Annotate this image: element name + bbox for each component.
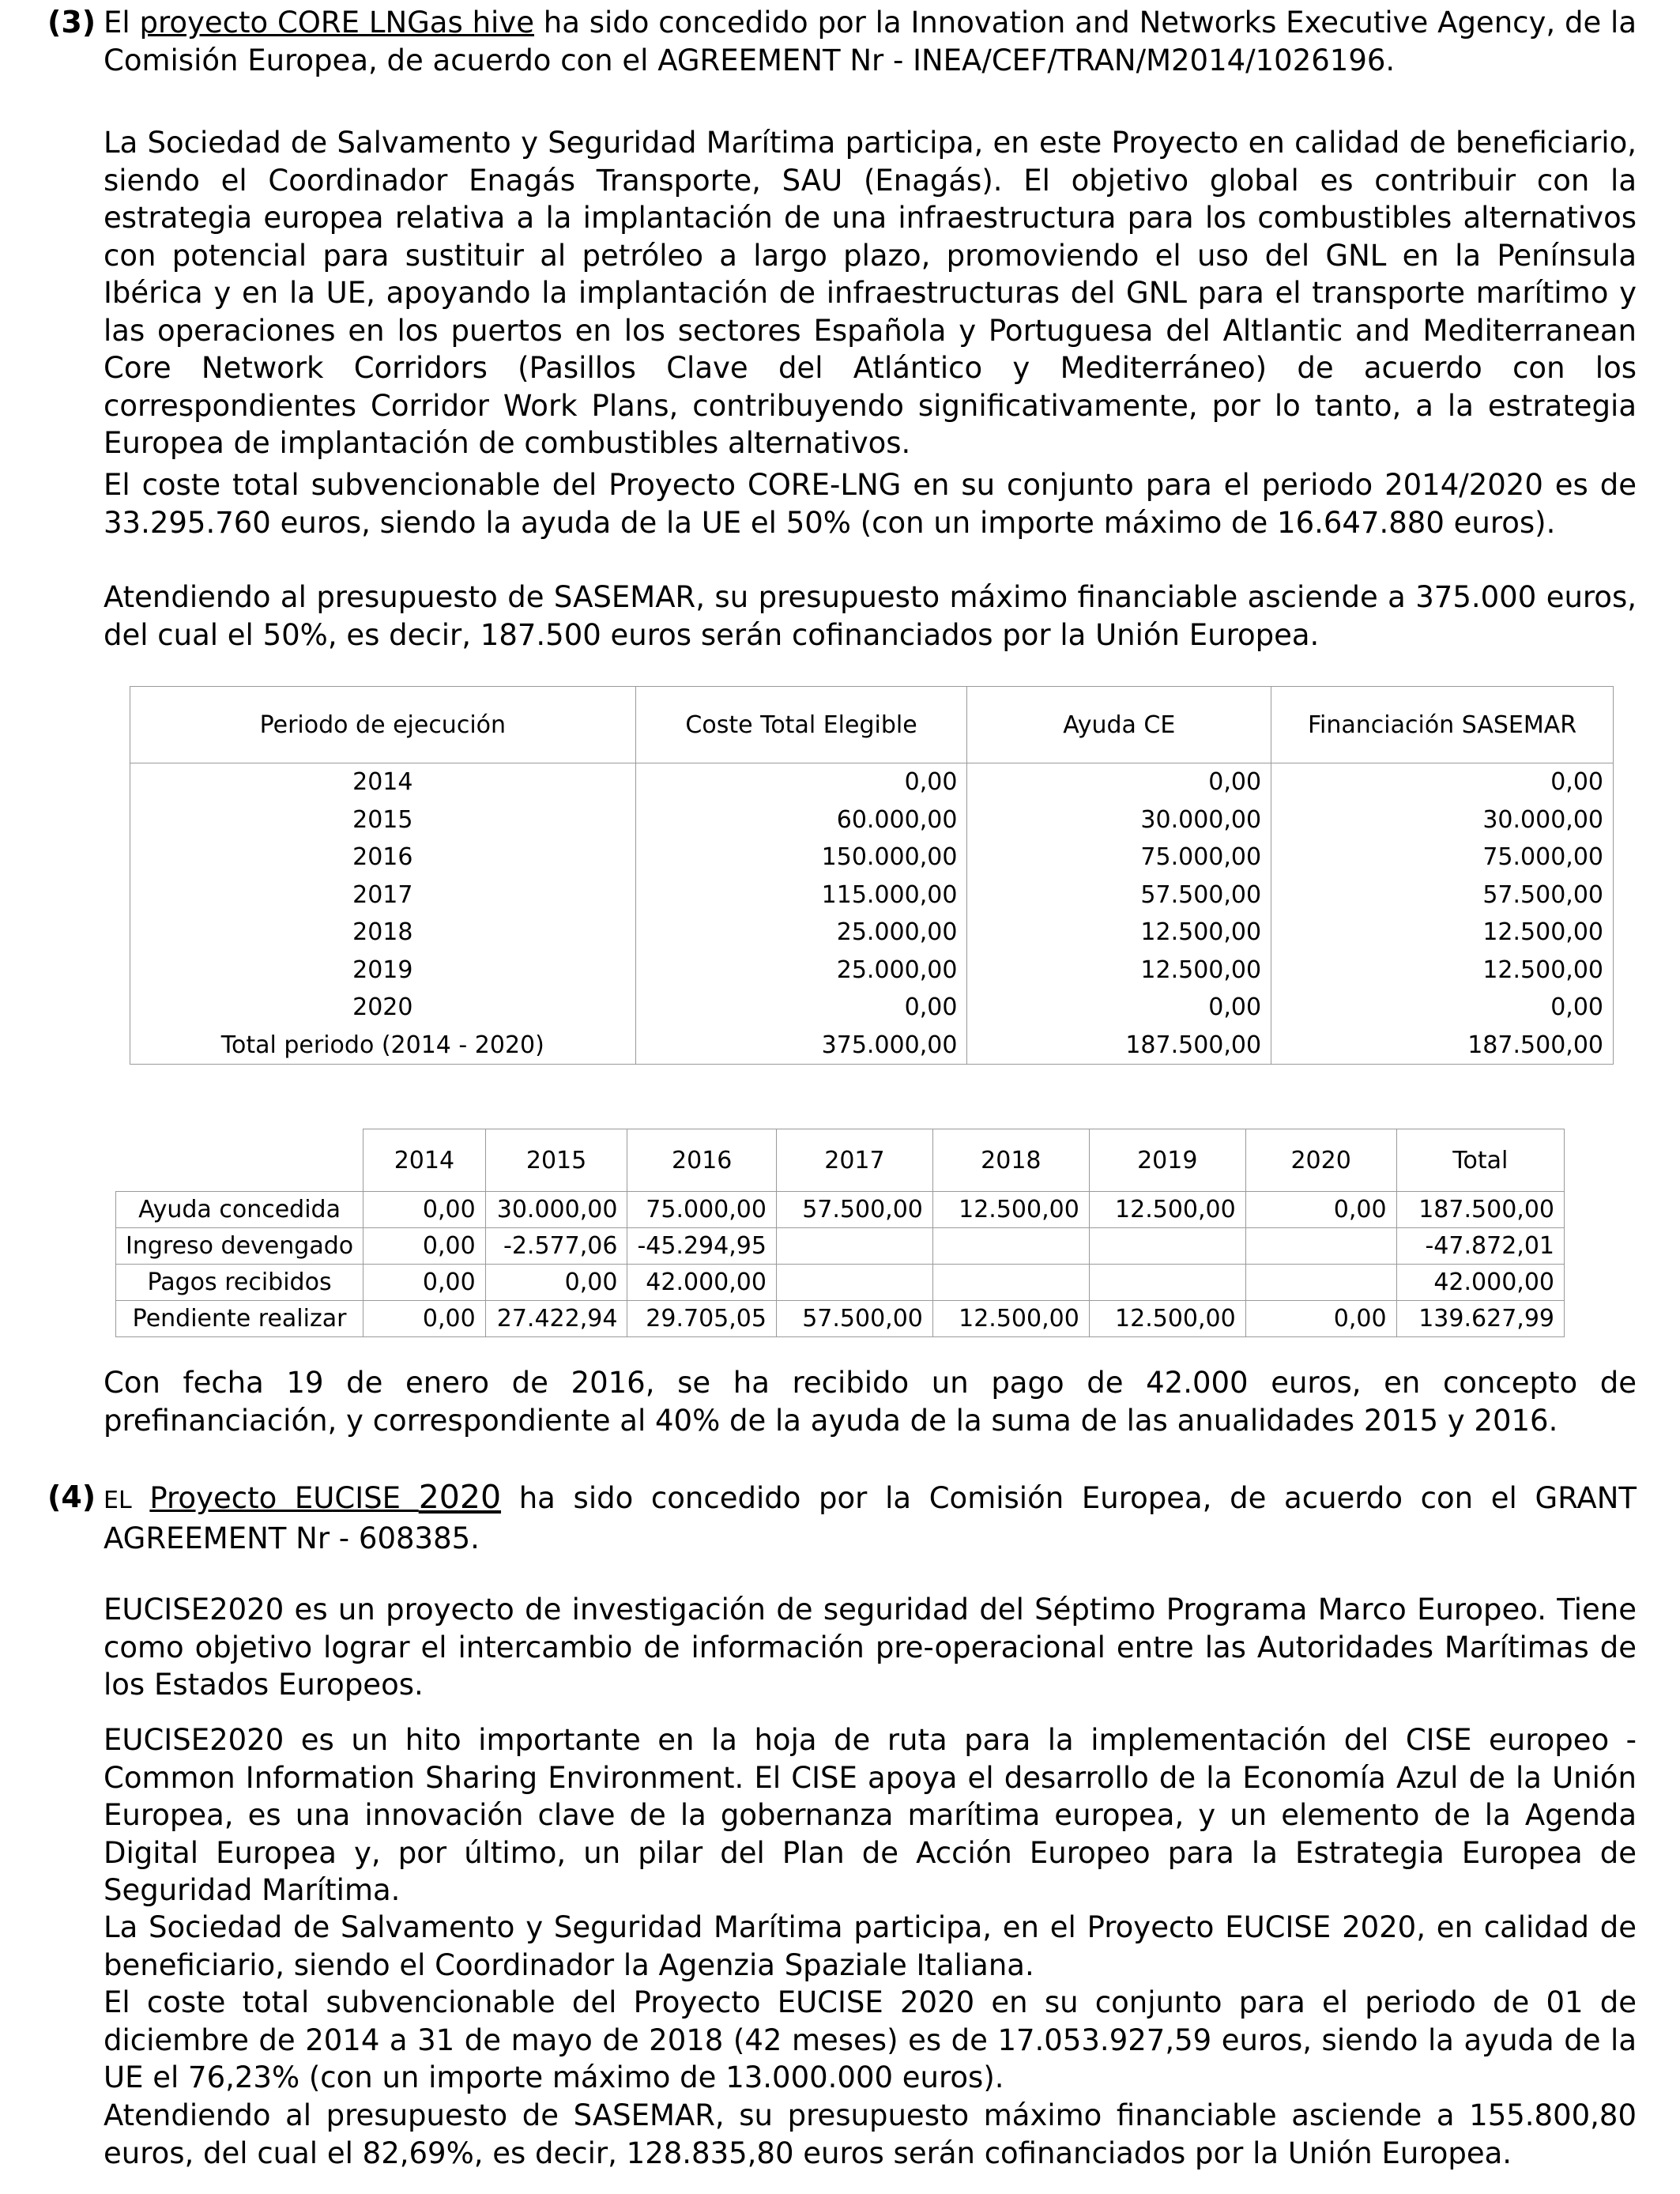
project-core-lngas-hive-link: proyecto CORE LNGas hive [139, 6, 534, 40]
table-cell [1089, 1265, 1245, 1301]
table-cell: 0,00 [363, 1265, 486, 1301]
eligible-cost-cell: 60.000,00 [635, 801, 967, 839]
sasemar-financing-cell: 30.000,00 [1271, 801, 1614, 839]
table-cell [1245, 1265, 1396, 1301]
empty-corner-cell [116, 1129, 363, 1192]
section-4-intro [104, 1479, 1637, 1557]
table-cell: 12.500,00 [1089, 1301, 1245, 1337]
table-cell: 12.500,00 [932, 1301, 1089, 1337]
column-header: Coste Total Elegible [635, 687, 967, 763]
year-header: 2014 [363, 1129, 486, 1192]
period-cell: 2017 [130, 876, 636, 914]
column-header: Financiación SASEMAR [1271, 687, 1614, 763]
table-cell: 75.000,00 [627, 1192, 777, 1228]
ec-aid-cell: 30.000,00 [967, 801, 1271, 839]
section-3-intro-post: ha sido concedido por la Innovation and Networks Executive Agency, de la Comisión Europea, de acuerdo con el AGREEMENT Nr - INEA/CEF/TRAN/M2014/1026196. [104, 6, 1637, 77]
table-row [130, 952, 1614, 990]
table-cell: 0,00 [363, 1301, 486, 1337]
table-cell: 42.000,00 [1396, 1265, 1564, 1301]
eligible-cost-cell: 150.000,00 [635, 839, 967, 876]
sasemar-financing-cell: 0,00 [1271, 989, 1614, 1027]
table-row [130, 839, 1614, 876]
table-cell: 57.500,00 [776, 1192, 932, 1228]
table-cell: 12.500,00 [1089, 1192, 1245, 1228]
sasemar-financing-cell: 12.500,00 [1271, 914, 1614, 952]
eligible-cost-cell: 0,00 [635, 763, 967, 801]
sasemar-financing-cell: 57.500,00 [1271, 876, 1614, 914]
row-label: Ayuda concedida [116, 1192, 363, 1228]
period-cell: 2018 [130, 914, 636, 952]
sasemar-financing-cell: 187.500,00 [1271, 1027, 1614, 1065]
table-cell: 12.500,00 [932, 1192, 1089, 1228]
table-row [116, 1301, 1565, 1337]
table-cell: 30.000,00 [485, 1192, 627, 1228]
eligible-cost-cell: 115.000,00 [635, 876, 967, 914]
table-header-row [130, 687, 1614, 763]
ec-aid-cell: 0,00 [967, 989, 1271, 1027]
table-row [116, 1265, 1565, 1301]
period-cell: 2016 [130, 839, 636, 876]
table-row [130, 876, 1614, 914]
table-cell: 187.500,00 [1396, 1192, 1564, 1228]
section-4-paragraph-4: El coste total subvencionable del Proyecto EUCISE 2020 en su conjunto para el periodo de 01 de diciembre de 2014 a 31 de mayo de 2018 (42 meses) es de 17.053.927,59 euros, siendo la ayuda de la UE el 76,23% (con un importe máximo de 13.000.000 euros). [104, 1985, 1637, 2094]
ec-aid-cell: 12.500,00 [967, 952, 1271, 990]
table-cell: 0,00 [363, 1228, 486, 1265]
year-header: 2018 [932, 1129, 1089, 1192]
section-4-intro-post: ha sido concedido por la Comisión Europea, de acuerdo con el GRANT AGREEMENT Nr - 608385. [104, 1481, 1637, 1555]
project-eucise-year: 2020 [418, 1478, 502, 1516]
table-cell: -2.577,06 [485, 1228, 627, 1265]
row-label: Pendiente realizar [116, 1301, 363, 1337]
period-cell: Total periodo (2014 - 2020) [130, 1027, 636, 1065]
table-cell: 0,00 [363, 1192, 486, 1228]
section-3-intro [104, 4, 1637, 79]
execution-period-table [130, 686, 1614, 1065]
year-header: 2016 [627, 1129, 777, 1192]
table-cell: 27.422,94 [485, 1301, 627, 1337]
column-header: Periodo de ejecución [130, 687, 636, 763]
period-cell: 2019 [130, 952, 636, 990]
table-cell: 57.500,00 [776, 1301, 932, 1337]
sasemar-financing-cell: 0,00 [1271, 763, 1614, 801]
table-row [116, 1192, 1565, 1228]
table-cell: 29.705,05 [627, 1301, 777, 1337]
table-cell: -47.872,01 [1396, 1228, 1564, 1265]
table-header-row [116, 1129, 1565, 1192]
sasemar-financing-cell: 12.500,00 [1271, 952, 1614, 990]
table-row [130, 989, 1614, 1027]
project-eucise-link: Proyecto EUCISE [149, 1481, 419, 1515]
ec-aid-cell: 0,00 [967, 763, 1271, 801]
row-label: Pagos recibidos [116, 1265, 363, 1301]
section-4-paragraph-5: Atendiendo al presupuesto de SASEMAR, su presupuesto máximo financiable asciende a 155.800,80 euros, del cual el 82,69%, es decir, 128.835,80 euros serán cofinanciados por la Unión Europea. [104, 2098, 1637, 2170]
ec-aid-cell: 12.500,00 [967, 914, 1271, 952]
year-header: 2020 [1245, 1129, 1396, 1192]
eligible-cost-cell: 25.000,00 [635, 914, 967, 952]
table-cell: 0,00 [1245, 1301, 1396, 1337]
section-3-paragraph-1: La Sociedad de Salvamento y Seguridad Marítima participa, en este Proyecto en calidad de beneficiario, siendo el Coordinador Enagás Transporte, SAU (Enagás). El objetivo global es contribuir con la estrategia europea relativa a la implantación de una infraestructura para los combustibles alternativos con potencial para sustituir al petróleo a largo plazo, promoviendo el uso del GNL en la Península Ibérica y en la UE, apoyando la implantación de infraestructuras del GNL para el transporte marítimo y las operaciones en los puertos en los sectores Española y Portuguesa del Altlantic and Mediterranean Core Network Corridors (Pasillos Clave del Atlántico y Mediterráneo) de acuerdo con los correspondientes Corridor Work Plans, contribuyendo significativamente, por lo tanto, a la estrategia Europea de implantación de combustibles alternativos. [104, 126, 1637, 460]
section-3-paragraph-4: Con fecha 19 de enero de 2016, se ha recibido un pago de 42.000 euros, en concepto de prefinanciación, y correspondiente al 40% de la ayuda de la suma de las anualidades 2015 y 2016. [104, 1366, 1637, 1438]
table-cell: 0,00 [1245, 1192, 1396, 1228]
ec-aid-cell: 187.500,00 [967, 1027, 1271, 1065]
section-4-paragraph-3: La Sociedad de Salvamento y Seguridad Marítima participa, en el Proyecto EUCISE 2020, en calidad de beneficiario, siendo el Coordinador la Agenzia Spaziale Italiana. [104, 1910, 1637, 1982]
table-row [130, 914, 1614, 952]
annual-aid-table [115, 1129, 1565, 1337]
section-4-paragraph-1: EUCISE2020 es un proyecto de investigación de seguridad del Séptimo Programa Marco Europeo. Tiene como objetivo lograr el intercambio de información pre-operacional entre las Autoridades Marítimas de los Estados Europeos. [104, 1593, 1637, 1702]
year-header: 2015 [485, 1129, 627, 1192]
section-3-intro-pre: El [104, 6, 140, 40]
year-header: 2017 [776, 1129, 932, 1192]
table-cell [1089, 1228, 1245, 1265]
table-row [130, 763, 1614, 801]
section-4-paragraph-2: EUCISE2020 es un hito importante en la hoja de ruta para la implementación del CISE europeo - Common Information Sharing Environment. El CISE apoya el desarrollo de la Economía Azul de la Unión Europea, es una innovación clave de la gobernanza marítima europea, y un elemento de la Agenda Digital Europea y, por último, un pilar del Plan de Acción Europeo para la Estrategia Europea de Seguridad Marítima. [104, 1723, 1637, 1907]
year-header: 2019 [1089, 1129, 1245, 1192]
table-row [116, 1228, 1565, 1265]
section-4-intro-el: EL [104, 1487, 132, 1514]
table-total-row [130, 1027, 1614, 1065]
section-3-paragraph-2: El coste total subvencionable del Proyecto CORE-LNG en su conjunto para el periodo 2014/2020 es de 33.295.760 euros, siendo la ayuda de la UE el 50% (con un importe máximo de 16.647.880 euros). [104, 468, 1637, 540]
row-label: Ingreso devengado [116, 1228, 363, 1265]
table-cell [776, 1265, 932, 1301]
section-4-marker: (4) [47, 1480, 96, 1514]
table-cell [932, 1265, 1089, 1301]
period-cell: 2020 [130, 989, 636, 1027]
table-cell: -45.294,95 [627, 1228, 777, 1265]
eligible-cost-cell: 0,00 [635, 989, 967, 1027]
period-cell: 2015 [130, 801, 636, 839]
sasemar-financing-cell: 75.000,00 [1271, 839, 1614, 876]
table-row [130, 801, 1614, 839]
period-cell: 2014 [130, 763, 636, 801]
table-cell: 0,00 [485, 1265, 627, 1301]
eligible-cost-cell: 25.000,00 [635, 952, 967, 990]
table-cell [776, 1228, 932, 1265]
ec-aid-cell: 75.000,00 [967, 839, 1271, 876]
table-cell: 139.627,99 [1396, 1301, 1564, 1337]
table-cell: 42.000,00 [627, 1265, 777, 1301]
ec-aid-cell: 57.500,00 [967, 876, 1271, 914]
eligible-cost-cell: 375.000,00 [635, 1027, 967, 1065]
section-3-marker: (3) [47, 5, 96, 40]
column-header: Ayuda CE [967, 687, 1271, 763]
section-3-paragraph-3: Atendiendo al presupuesto de SASEMAR, su presupuesto máximo financiable asciende a 375.000 euros, del cual el 50%, es decir, 187.500 euros serán cofinanciados por la Unión Europea. [104, 580, 1637, 652]
table-cell [1245, 1228, 1396, 1265]
total-header: Total [1396, 1129, 1564, 1192]
table-cell [932, 1228, 1089, 1265]
